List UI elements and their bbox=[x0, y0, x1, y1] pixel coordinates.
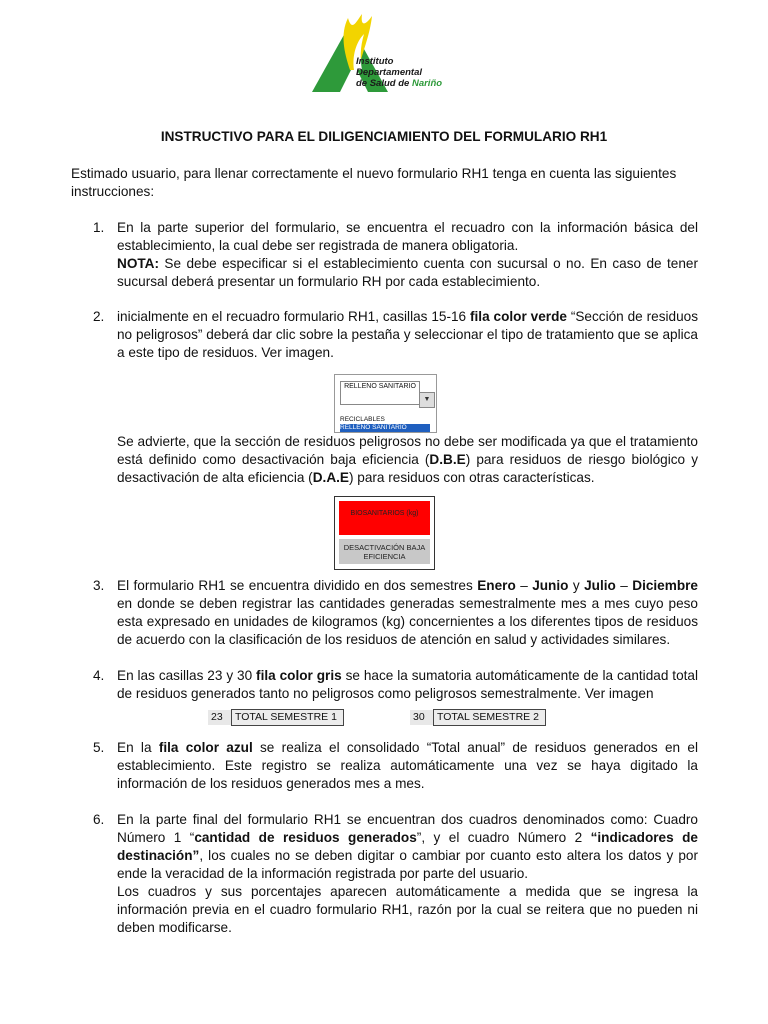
item-5-b: se realiza el consolidado “Total anual” de residuos generados en el establecimiento. Este registro se realiza automáticamente una vez se haya digitado la información de los residuos generados mes a mes. bbox=[117, 740, 698, 791]
item-2-bold-fila-verde: fila color verde bbox=[470, 309, 567, 324]
total-1-number: 23 bbox=[208, 710, 231, 725]
chevron-down-icon: ▼ bbox=[419, 392, 435, 408]
item-6-paragraph-2: Los cuadros y sus porcentajes aparecen automáticamente a medida que se ingresa la información previa en el cuadro formulario RH1, razón por la cual se reitera que no pueden ni deben modificarse. bbox=[117, 884, 698, 935]
item-2-text bbox=[117, 308, 698, 362]
item-3-junio: Junio bbox=[532, 578, 569, 593]
item-3-y: y bbox=[568, 578, 585, 593]
total-2-label: TOTAL SEMESTRE 2 bbox=[433, 709, 546, 726]
total-semestre-2-figure bbox=[410, 709, 546, 724]
item-3-text bbox=[117, 577, 698, 649]
item-3-number: 3. bbox=[93, 578, 105, 593]
biosanitarios-cell: BIOSANITARIOS (kg) bbox=[339, 501, 430, 535]
item-3-dash-1: – bbox=[515, 578, 533, 593]
item-2-p2-a: Se advierte, que la sección de residuos peligrosos no debe ser modificada ya que el tratamiento está definido como desactivación baja eficiencia ( bbox=[117, 434, 698, 467]
item-6-text bbox=[117, 811, 698, 883]
item-1-note-text: Se debe especificar si el establecimiento cuenta con sucursal o no. En caso de tener sucursal deberá presentar un formulario RH por cada establecimiento. bbox=[117, 256, 698, 289]
biosanitarios-figure bbox=[334, 496, 435, 570]
logo-line-3-accent: Nariño bbox=[411, 78, 443, 89]
item-2-p2-dae: D.A.E bbox=[312, 470, 349, 485]
item-2-number: 2. bbox=[93, 309, 105, 324]
item-3-diciembre: Diciembre bbox=[632, 578, 698, 593]
item-5-number: 5. bbox=[93, 740, 105, 755]
item-6-cantidad: cantidad de residuos generados bbox=[194, 830, 417, 845]
item-3-enero: Enero bbox=[477, 578, 516, 593]
item-4-a: En las casillas 23 y 30 bbox=[117, 668, 257, 683]
item-3-a: El formulario RH1 se encuentra dividido en dos semestres bbox=[117, 578, 478, 593]
logo-line-1: Instituto bbox=[356, 56, 394, 67]
document-title: INSTRUCTIVO PARA EL DILIGENCIAMIENTO DEL FORMULARIO RH1 bbox=[160, 129, 608, 144]
desactivacion-cell: DESACTIVACIÓN BAJA EFICIENCIA bbox=[339, 539, 430, 564]
item-2-text-b: “Sección de residuos no peligrosos” deberá dar clic sobre la pestaña y seleccionar el tipo de tratamiento que se aplica a este tipo de residuos. Ver imagen. bbox=[117, 309, 698, 360]
item-3-b: en donde se deben registrar las cantidades generadas semestralmente mes a mes cuyo peso esta expresado en unidades de kilogramos (kg) concernientes a los diferentes tipos de residuos de acuerdo con la clasificación de los residuos de atención en salud y actividades similares. bbox=[117, 596, 698, 647]
dropdown-selected-value: RELLENO SANITARIO bbox=[340, 381, 420, 405]
tratamiento-dropdown-figure bbox=[334, 374, 437, 433]
item-5-a: En la bbox=[117, 740, 159, 755]
item-2-paragraph-2 bbox=[117, 433, 698, 487]
item-3-julio: Julio bbox=[584, 578, 616, 593]
dropdown-option-reciclables: RECICLABLES bbox=[340, 416, 385, 423]
total-semestre-1-figure bbox=[208, 709, 344, 724]
item-6-a: En la parte final del formulario RH1 se encuentran dos cuadros denominados como: Cuadro Número 1 “ bbox=[117, 812, 698, 845]
item-4-fila-gris: fila color gris bbox=[256, 668, 342, 683]
item-4-number: 4. bbox=[93, 668, 105, 683]
item-6-indicadores: “indicadores de destinación” bbox=[117, 830, 698, 863]
item-4-b: se hace la sumatoria automáticamente de la cantidad total de residuos generados tanto no peligrosos como peligrosos semestralmente. Ver imagen bbox=[117, 668, 698, 701]
item-2-text-a: inicialmente en el recuadro formulario RH1, casillas 15-16 bbox=[117, 309, 470, 324]
total-2-number: 30 bbox=[410, 710, 433, 725]
dropdown-option-relleno: RELLENO SANITARIO bbox=[340, 424, 430, 432]
intro-paragraph: Estimado usuario, para llenar correctamente el nuevo formulario RH1 tenga en cuenta las siguientes instrucciones: bbox=[71, 166, 677, 199]
total-1-label: TOTAL SEMESTRE 1 bbox=[231, 709, 344, 726]
logo-line-3-prefix: de Salud de bbox=[356, 78, 412, 89]
item-2-p2-c: ) para residuos con otras características. bbox=[348, 470, 595, 485]
item-1-note-label: NOTA: bbox=[117, 256, 160, 271]
item-1-note bbox=[117, 255, 698, 291]
item-1-number: 1. bbox=[93, 220, 105, 235]
item-4-text bbox=[117, 667, 698, 703]
item-2-p2-b: ) para residuos de riesgo biológico y desactivación de alta eficiencia ( bbox=[117, 452, 698, 485]
item-3-dash-2: – bbox=[615, 578, 633, 593]
logo-text bbox=[356, 56, 442, 89]
item-2-p2-dbe: D.B.E bbox=[429, 452, 466, 467]
item-1-text: En la parte superior del formulario, se encuentra el recuadro con la información básica del establecimiento, la cual debe ser registrada de manera obligatoria. bbox=[117, 220, 698, 253]
item-6-number: 6. bbox=[93, 812, 105, 827]
item-5-text bbox=[117, 739, 698, 793]
logo-line-2: Departamental bbox=[356, 67, 422, 78]
logo-line-3 bbox=[356, 78, 442, 89]
item-5-fila-azul: fila color azul bbox=[158, 740, 253, 755]
item-6-b: ”, y el cuadro Número 2 bbox=[416, 830, 591, 845]
item-6-c: , los cuales no se deben digitar o cambiar por cuanto esto altera los datos y por ende la veracidad de la información registrada por parte del usuario. bbox=[117, 848, 698, 881]
